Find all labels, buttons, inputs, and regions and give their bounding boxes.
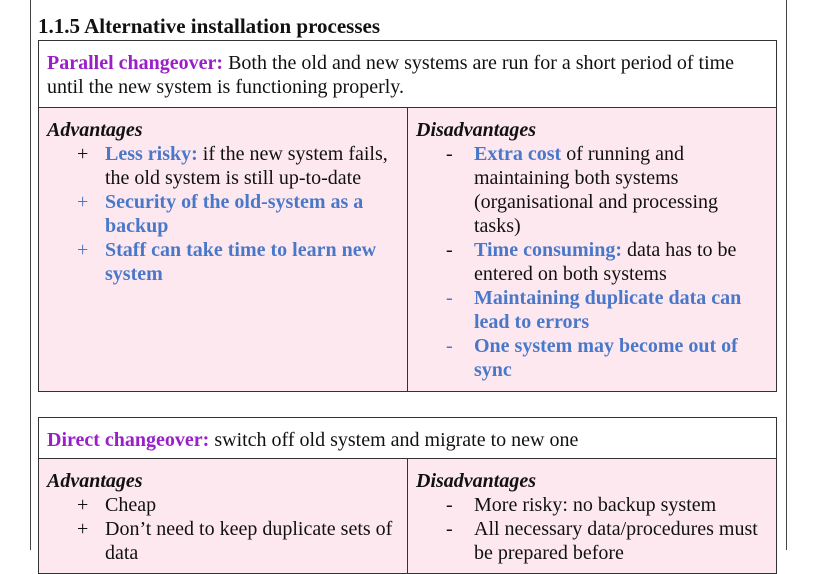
parallel-disadvantages-title: Disadvantages xyxy=(416,119,536,141)
item-text: All necessary data/procedures must be prepared before xyxy=(474,518,758,564)
minus-marker: - xyxy=(446,518,453,540)
parallel-description: Both the old and new systems are run for a short period of time until the new system is functioning properly. xyxy=(47,52,735,98)
list-item xyxy=(416,334,768,382)
parallel-intro xyxy=(39,41,777,108)
parallel-advantages-cell xyxy=(39,108,408,392)
item-title: Less risky: xyxy=(105,143,198,165)
list-item xyxy=(416,493,768,517)
minus-marker: - xyxy=(446,143,453,165)
plus-marker: + xyxy=(77,239,89,261)
direct-name: Direct changeover: xyxy=(47,429,210,451)
list-item xyxy=(416,517,768,565)
item-text: Don’t need to keep duplicate sets of data xyxy=(105,518,393,564)
list-item xyxy=(416,286,768,334)
list-item xyxy=(47,238,399,286)
plus-marker: + xyxy=(77,191,89,213)
item-title: Security of the old-system as a backup xyxy=(105,191,364,237)
direct-advantages-title: Advantages xyxy=(47,470,143,492)
direct-description: switch off old system and migrate to new one xyxy=(209,429,579,451)
plus-marker: + xyxy=(77,518,89,540)
list-item xyxy=(416,238,768,286)
item-text: data has to be entered on both systems xyxy=(474,239,737,285)
item-title: Extra cost xyxy=(474,143,562,165)
direct-disadvantages-cell xyxy=(408,459,777,574)
item-title: One system may become out of sync xyxy=(474,335,738,381)
parallel-name: Parallel changeover: xyxy=(47,52,224,74)
list-item xyxy=(47,142,399,190)
item-text: More risky: no backup system xyxy=(474,494,717,516)
minus-marker: - xyxy=(446,335,453,357)
item-text: Cheap xyxy=(105,494,157,516)
minus-marker: - xyxy=(446,494,453,516)
minus-marker: - xyxy=(446,287,453,309)
minus-marker: - xyxy=(446,239,453,261)
direct-changeover-table xyxy=(38,417,777,574)
plus-marker: + xyxy=(77,494,89,516)
parallel-disadvantages-cell xyxy=(408,108,777,392)
list-item xyxy=(416,142,768,238)
parallel-advantages-title: Advantages xyxy=(47,119,143,141)
item-title: Maintaining duplicate data can lead to errors xyxy=(474,287,742,333)
section-heading: 1.1.5 Alternative installation processes xyxy=(38,14,381,38)
list-item xyxy=(47,517,399,565)
direct-disadvantages-title: Disadvantages xyxy=(416,470,536,492)
list-item xyxy=(47,493,399,517)
parallel-changeover-table xyxy=(38,40,777,392)
item-text: of running and maintaining both systems (organisational and processing tasks) xyxy=(474,143,719,237)
list-item xyxy=(47,190,399,238)
plus-marker: + xyxy=(77,143,89,165)
direct-intro xyxy=(39,418,777,459)
item-title: Time consuming: xyxy=(474,239,622,261)
direct-advantages-cell xyxy=(39,459,408,574)
item-text: if the new system fails, the old system is still up-to-date xyxy=(105,143,388,189)
item-title: Staff can take time to learn new system xyxy=(105,239,377,285)
